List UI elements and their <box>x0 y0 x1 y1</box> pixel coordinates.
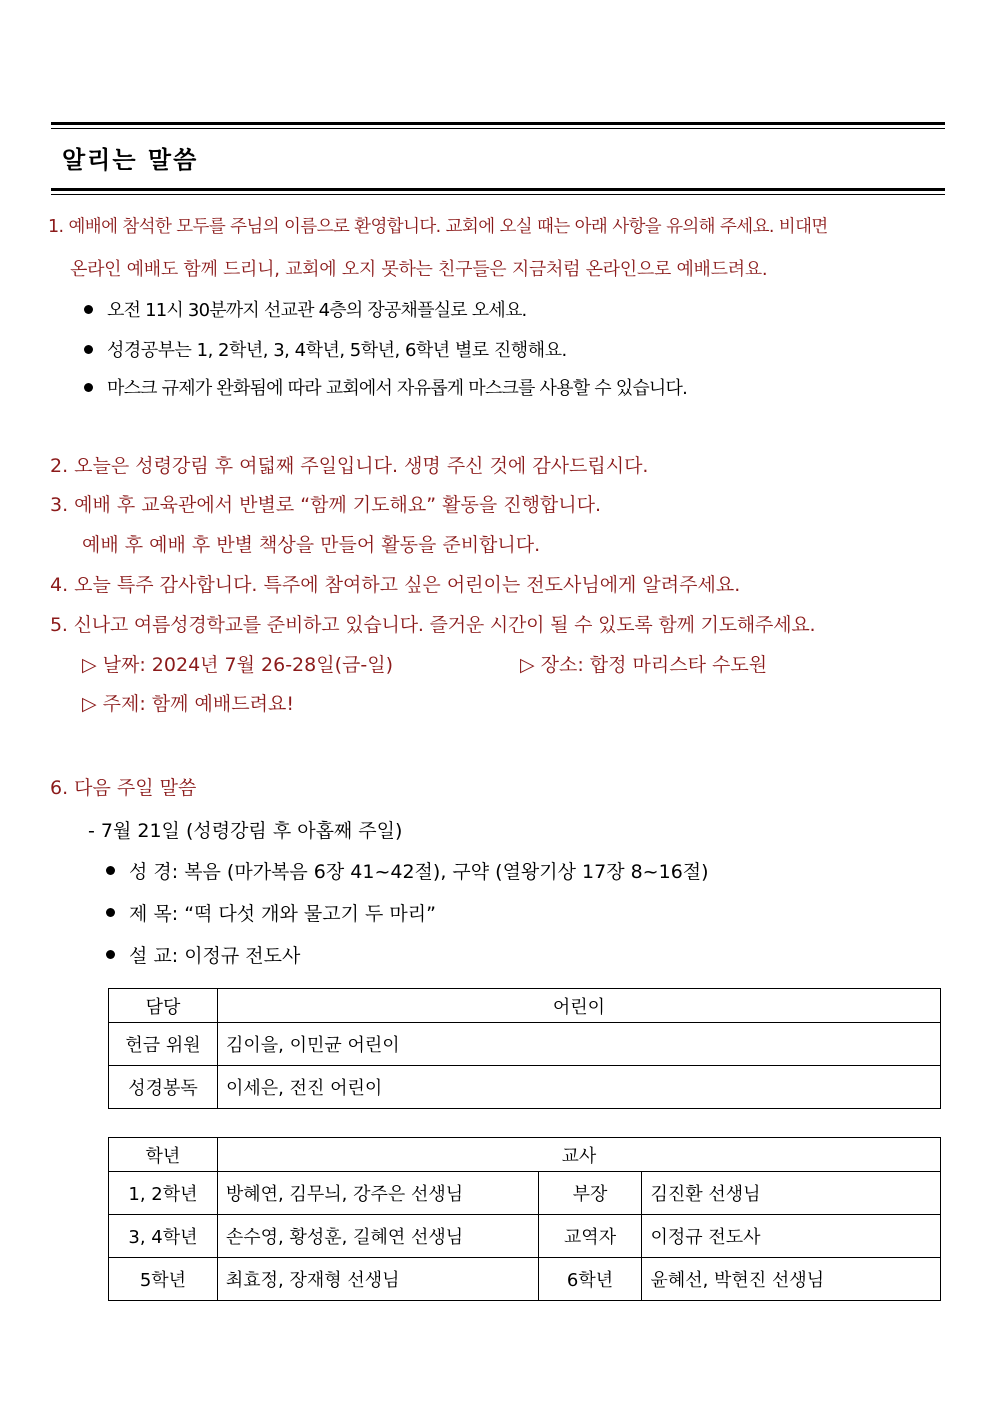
notice-5-line-1: 5. 신나고 여름성경학교를 준비하고 있습니다. 즐거운 시간이 될 수 있도록 함께 기도해주세요. <box>50 614 816 636</box>
duty-header-role: 담당 <box>109 989 218 1023</box>
notice-2: 2. 오늘은 성령강림 후 여덟째 주일입니다. 생명 주신 것에 감사드립시다. <box>50 455 649 477</box>
notice-6-title: 6. 다음 주일 말씀 <box>50 777 197 799</box>
notice-5-theme: ▷ 주제: 함께 예배드려요! <box>82 693 294 715</box>
teachers-cell: 최효정, 장재형 선생님 <box>217 1258 538 1301</box>
duty-role: 성경봉독 <box>109 1066 218 1109</box>
role-person-cell: 이정규 전도사 <box>642 1215 941 1258</box>
title-rule-thin <box>51 194 945 195</box>
notice-1-bullet-1-text: 오전 11시 30분까지 선교관 4층의 장공채플실로 오세요. <box>107 300 527 321</box>
preacher-text: 설 교: 이정규 전도사 <box>129 945 301 967</box>
grade-cell: 1, 2학년 <box>109 1172 218 1215</box>
next-sunday-date: - 7월 21일 (성령강림 후 아홉째 주일) <box>88 820 403 842</box>
grade-cell: 5학년 <box>109 1258 218 1301</box>
table-row <box>109 1172 941 1215</box>
duty-header-children: 어린이 <box>217 989 940 1023</box>
top-rule-thin <box>51 128 945 129</box>
table-row <box>109 1023 941 1066</box>
title-rule-thick <box>51 188 945 191</box>
notice-1-line-2: 온라인 예배도 함께 드리니, 교회에 오지 못하는 친구들은 지금처럼 온라인으로 예배드려요. <box>70 259 768 280</box>
notice-3-line-1: 3. 예배 후 교육관에서 반별로 “함께 기도해요” 활동을 진행합니다. <box>50 494 602 516</box>
bullet-dot <box>84 305 93 314</box>
notice-1-bullet-3 <box>84 374 687 400</box>
section-title: 알리는 말씀 <box>62 146 199 174</box>
notice-1-bullet-2-text: 성경공부는 1, 2학년, 3, 4학년, 5학년, 6학년 별로 진행해요. <box>107 340 567 361</box>
preacher-line <box>106 941 300 968</box>
teacher-header-teachers: 교사 <box>217 1138 940 1172</box>
notice-1-bullet-2 <box>84 336 567 362</box>
sermon-title-text: 제 목: “떡 다섯 개와 물고기 두 마리” <box>129 903 436 925</box>
teacher-table <box>108 1137 941 1301</box>
scripture-line <box>106 857 709 884</box>
bullet-dot <box>84 383 93 392</box>
duty-table <box>108 988 941 1109</box>
bullet-dot <box>106 950 115 959</box>
notice-5-date: ▷ 날짜: 2024년 7월 26-28일(금-일) <box>82 654 393 676</box>
teachers-cell: 손수영, 황성훈, 길혜연 선생님 <box>217 1215 538 1258</box>
table-row <box>109 1215 941 1258</box>
bullet-dot <box>106 908 115 917</box>
bullet-dot <box>106 866 115 875</box>
notice-1-bullet-3-text: 마스크 규제가 완화됨에 따라 교회에서 자유롭게 마스크를 사용할 수 있습니다. <box>107 378 688 399</box>
scripture-text: 성 경: 복음 (마가복음 6장 41~42절), 구약 (열왕기상 17장 8~16절) <box>129 861 709 883</box>
bullet-dot <box>84 345 93 354</box>
notice-1-bullet-1 <box>84 296 526 322</box>
table-row <box>109 1066 941 1109</box>
duty-role: 헌금 위원 <box>109 1023 218 1066</box>
role-cell: 부장 <box>538 1172 642 1215</box>
notice-5-place: ▷ 장소: 합정 마리스타 수도원 <box>520 654 768 676</box>
table-row <box>109 1258 941 1301</box>
role-person-cell: 김진환 선생님 <box>642 1172 941 1215</box>
duty-table-header <box>109 989 941 1023</box>
grade-cell: 3, 4학년 <box>109 1215 218 1258</box>
duty-children: 김이을, 이민균 어린이 <box>217 1023 940 1066</box>
role-cell: 6학년 <box>538 1258 642 1301</box>
notice-3-line-2: 예배 후 예배 후 반별 책상을 만들어 활동을 준비합니다. <box>82 534 541 556</box>
teachers-cell: 방혜연, 김무늬, 강주은 선생님 <box>217 1172 538 1215</box>
role-cell: 교역자 <box>538 1215 642 1258</box>
role-person-cell: 윤혜선, 박현진 선생님 <box>642 1258 941 1301</box>
notice-1-line-1: 1. 예배에 참석한 모두를 주님의 이름으로 환영합니다. 교회에 오실 때는 아래 사항을 유의해 주세요. 비대면 <box>48 217 828 237</box>
teacher-header-grade: 학년 <box>109 1138 218 1172</box>
top-rule-thick <box>51 122 945 125</box>
duty-children: 이세은, 전진 어린이 <box>217 1066 940 1109</box>
notice-4: 4. 오늘 특주 감사합니다. 특주에 참여하고 싶은 어린이는 전도사님에게 알려주세요. <box>50 574 741 596</box>
teacher-table-header <box>109 1138 941 1172</box>
sermon-title-line <box>106 899 436 926</box>
